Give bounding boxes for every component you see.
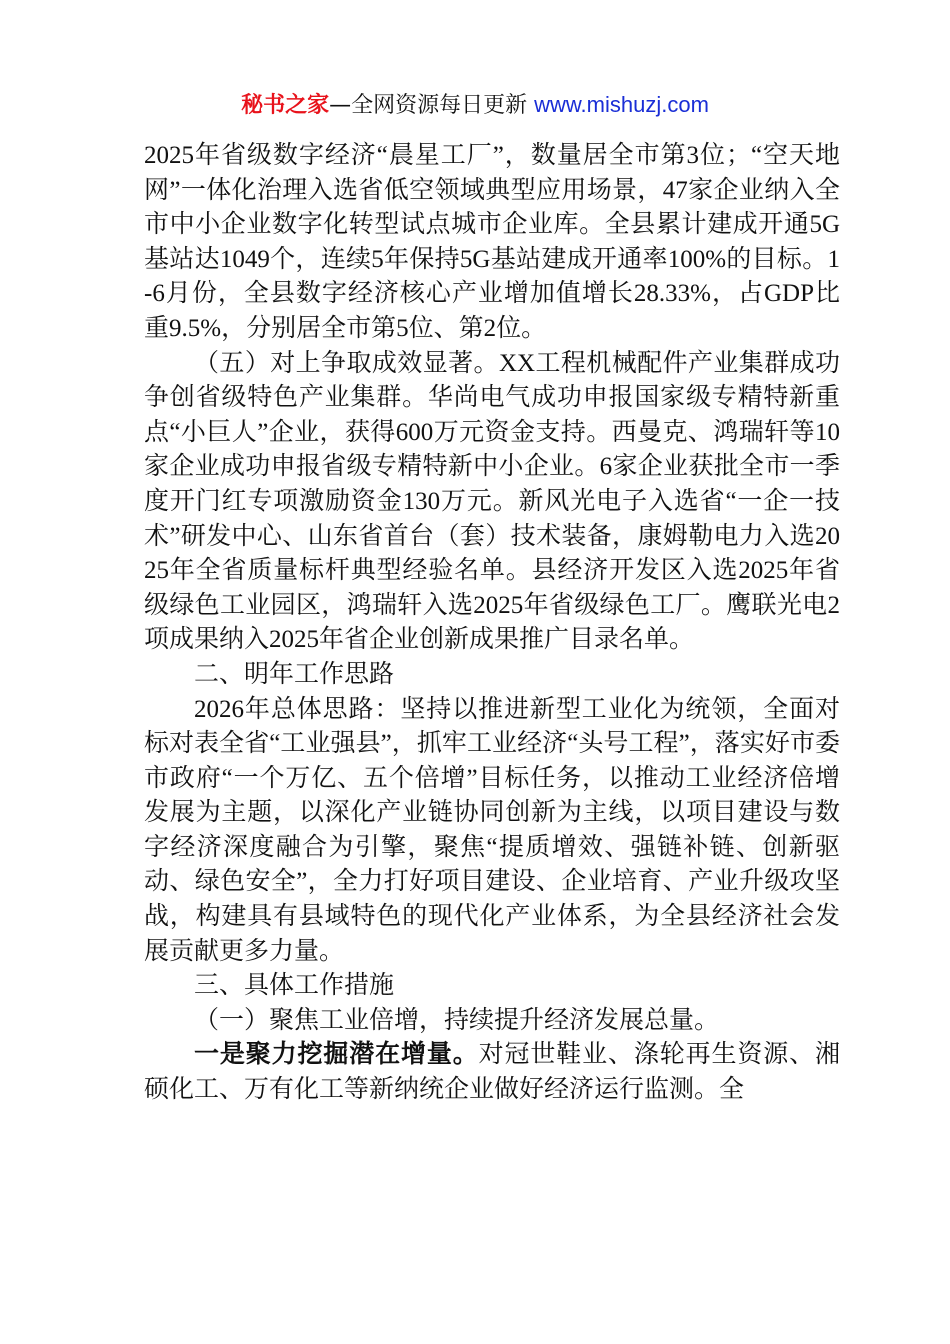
paragraph-potential-increment — [144, 1038, 840, 1107]
subheading-industrial-growth: （一）聚焦工业倍增，持续提升经济发展总量。 — [194, 1006, 720, 1034]
header-tagline: —全网资源每日更新 — [329, 93, 535, 118]
section-heading-next-year: 二、明年工作思路 — [194, 660, 395, 688]
paragraph-overall-approach: 2026年总体思路：坚持以推进新型工业化为统领，全面对标对表全省“工业强县”，抓牢工业经济“头号工程”，落实好市委市政府“一个万亿、五个倍增”目标任务，以推动工业经济倍增发展为主题，以深化产业链协同创新为主线，以项目建设与数字经济深度融合为引擎，聚焦“提质增效、强链补链、创新驱动、绿色安全”，全力打好项目建设、企业培育、产业升级攻坚战，构建具有县域特色的现代化产业体系，为全县经济社会发展贡献更多力量。 — [144, 695, 840, 965]
section-heading-measures: 三、具体工作措施 — [194, 972, 395, 1000]
paragraph-funding-results: （五）对上争取成效显著。XX工程机械配件产业集群成功争创省级特色产业集群。华尚电气成功申报国家级专精特新重点“小巨人”企业，获得600万元资金支持。西曼克、鸿瑞轩等10家企业成功申报省级专精特新中小企业。6家企业获批全市一季度开门红专项激励资金130万元。新风光电子入选省“一企一技术”研发中心、山东省首台（套）技术装备，康姆勒电力入选2025年全省质量标杆典型经验名单。县经济开发区入选2025年省级绿色工业园区，鸿瑞轩入选2025年省级绿色工厂。鹰联光电2项成果纳入2025年省企业创新成果推广目录名单。 — [144, 349, 840, 654]
paragraph-digital-economy: 2025年省级数字经济“晨星工厂”，数量居全市第3位；“空天地网”一体化治理入选省低空领域典型应用场景，47家企业纳入全市中小企业数字化转型试点城市企业库。全县累计建成开通5G基站达1049个，连续5年保持5G基站建成开通率100%的目标。1-6月份，全县数字经济核心产业增加值增长28.33%，占GDP比重9.5%，分别居全市第5位、第2位。 — [144, 142, 840, 342]
brand-name: 秘书之家 — [241, 93, 330, 118]
paragraph-lead-phrase: 一是聚力挖掘潜在增量。 — [194, 1041, 479, 1069]
site-url-link[interactable]: www.mishuzj.com — [534, 92, 709, 117]
paragraph-body-text: 对冠世鞋业、涤轮再生资源、湘硕化工、万有化工等新纳统企业做好经济运行监测。全 — [144, 1041, 840, 1104]
document-body — [144, 139, 840, 1108]
site-header — [0, 90, 950, 121]
